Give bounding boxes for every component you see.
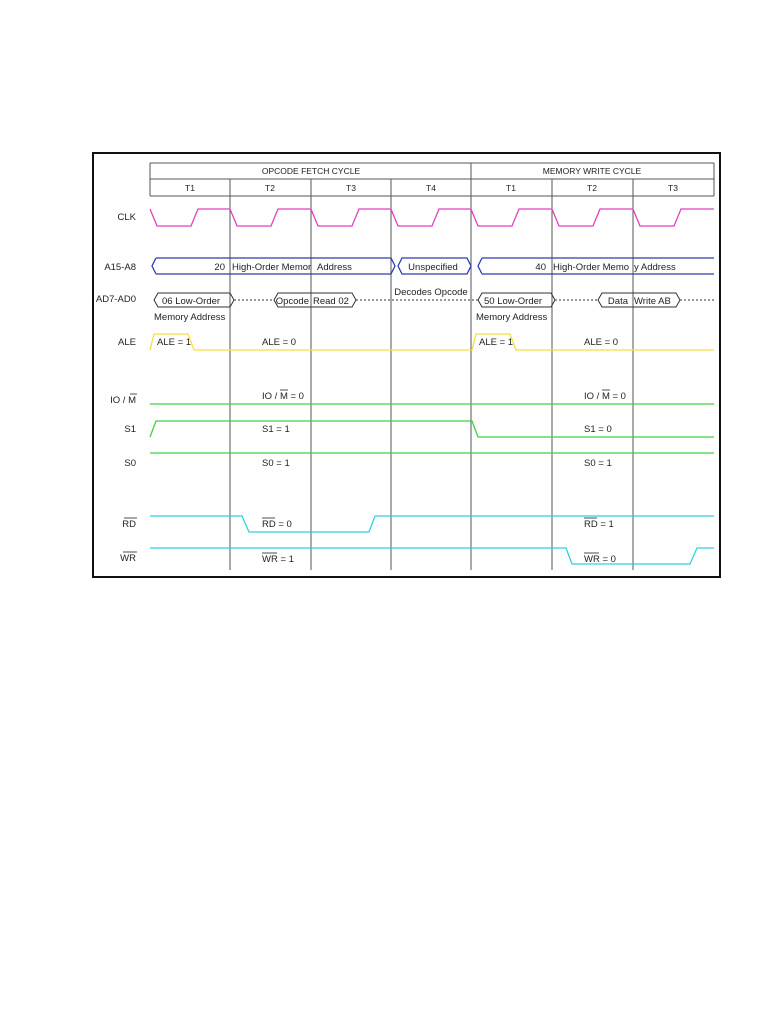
ale-fetch-t2-value: ALE = 0 [262,337,297,348]
ale-fetch-t1-value: ALE = 1 [157,337,192,348]
signal-label-clk: CLK [117,212,136,223]
address-write-text: High-Order Memo [553,262,630,273]
s1-fetch-value: S1 = 1 [262,424,290,435]
io-m-write-value: IO / M = 0 [584,391,626,402]
diagram-frame [93,153,720,577]
wr-fetch-value: WR = 1 [262,554,294,565]
address-write-text-2: y Address [634,262,676,273]
ale-write-t1-value: ALE = 1 [479,337,514,348]
ad-opcode: Opcode [275,296,309,307]
state-label-write-t3: T3 [668,183,678,193]
state-label-fetch-t4: T4 [426,183,436,193]
signal-label-io-m: IO / M [110,395,136,406]
address-unspecified: Unspecified [408,262,458,273]
address-fetch-text-2: Address [317,262,352,273]
signal-label-rd: RD [122,519,136,530]
wr-write-value: WR = 0 [584,554,616,565]
ad-data: Data [607,296,628,307]
state-label-fetch-t2: T2 [265,183,275,193]
ad-write-memory-address: Memory Address [476,312,548,323]
signal-label-wr: WR [120,553,136,564]
rd-write-value: RD = 1 [584,519,614,530]
signal-label-s0: S0 [124,458,136,469]
address-write-value: 40 [535,262,546,273]
ad-decodes-opcode: Decodes Opcode [394,287,468,298]
cycle-label-memory-write: MEMORY WRITE CYCLE [542,166,642,176]
ad-fetch-memory-address: Memory Address [154,312,226,323]
signal-label-ale: ALE [118,337,136,348]
ale-write-t2-value: ALE = 0 [584,337,619,348]
signal-label-a15-a8: A15-A8 [104,262,136,273]
s0-write-value: S0 = 1 [584,458,612,469]
state-label-write-t2: T2 [587,183,597,193]
ad-fetch-low-order: 06 Low-Order [162,296,221,307]
s1-write-value: S1 = 0 [584,424,612,435]
ad-write-low-order: 50 Low-Order [484,296,543,307]
ad-read: Read 02 [313,296,349,307]
state-label-fetch-t1: T1 [185,183,195,193]
address-fetch-value: 20 [214,262,225,273]
cycle-label-opcode-fetch: OPCODE FETCH CYCLE [261,166,361,176]
ad-write-ab: Write AB [634,296,671,307]
state-label-write-t1: T1 [506,183,516,193]
signal-label-s1: S1 [124,424,136,435]
s0-fetch-value: S0 = 1 [262,458,290,469]
rd-fetch-value: RD = 0 [262,519,292,530]
io-m-fetch-value: IO / M = 0 [262,391,304,402]
address-fetch-text: High-Order Memor [232,262,312,273]
signal-label-ad7-ad0: AD7-AD0 [95,294,136,305]
state-label-fetch-t3: T3 [346,183,356,193]
